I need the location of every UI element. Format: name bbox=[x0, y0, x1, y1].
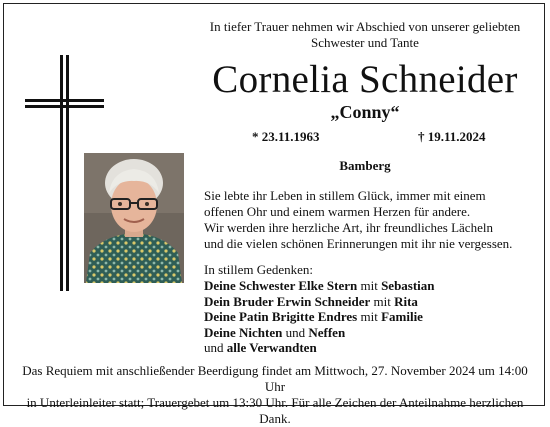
mourner-name: Dein Bruder Erwin Schneider bbox=[204, 293, 371, 309]
hometown: Bamberg bbox=[339, 158, 391, 173]
funeral-info bbox=[20, 363, 530, 427]
bio-line: Sie lebte ihr Leben in stillem Glück, immer mit einem bbox=[204, 188, 486, 203]
mourner-name: Deine Nichten bbox=[204, 324, 283, 340]
bio-line: und die vielen schönen Erinnerungen mit ihr nie vergessen. bbox=[204, 236, 513, 251]
deceased-name: Cornelia Schneider bbox=[212, 58, 518, 101]
nickname: „Conny“ bbox=[330, 102, 400, 122]
mourner-line bbox=[204, 294, 435, 310]
intro-line-1: In tiefer Trauer nehmen wir Abschied von unserer geliebten bbox=[209, 19, 521, 34]
mourners-list bbox=[204, 278, 435, 356]
intro-line-2: Schwester und Tante bbox=[311, 35, 419, 50]
connector: und bbox=[204, 340, 227, 355]
funeral-info-line-1: Das Requiem mit anschließender Beerdigung findet am Mittwoch, 27. November 2024 um 14:00 Uhr bbox=[22, 363, 528, 394]
intro-text bbox=[200, 19, 530, 51]
memorial-title: In stillem Gedenken: bbox=[204, 262, 314, 277]
mourner-name: Deine Patin Brigitte Endres bbox=[204, 309, 358, 324]
bio-line: offenen Ohr und einem warmen Herzen für andere. bbox=[204, 204, 471, 219]
death-date: † 19.11.2024 bbox=[418, 129, 486, 144]
mourner-partner: Familie bbox=[381, 309, 423, 324]
bio-line: Wir werden ihre herzliche Art, ihr freundliches Lächeln bbox=[204, 220, 493, 235]
connector: mit bbox=[357, 278, 382, 293]
biography-text bbox=[204, 188, 512, 252]
mourner-line bbox=[204, 340, 435, 356]
connector: mit bbox=[370, 293, 395, 309]
mourner-partner: Sebastian bbox=[381, 278, 435, 293]
mourner-line bbox=[204, 309, 435, 325]
portrait-photo bbox=[84, 153, 184, 283]
mourner-partner: Neffen bbox=[308, 324, 346, 340]
birth-date: * 23.11.1963 bbox=[252, 129, 320, 144]
connector: mit bbox=[357, 309, 382, 324]
mourner-name: Deine Schwester Elke Stern bbox=[204, 278, 358, 293]
connector: und bbox=[282, 324, 309, 340]
mourner-partner: Rita bbox=[394, 293, 418, 309]
funeral-info-line-2: in Unterleinleiter statt; Trauergebet um 13:30 Uhr. Für alle Zeichen der Anteilnahme herzlichen Dank. bbox=[26, 395, 524, 426]
mourner-line bbox=[204, 325, 435, 341]
mourner-line bbox=[204, 278, 435, 294]
mourner-partner: alle Verwandten bbox=[226, 340, 317, 355]
